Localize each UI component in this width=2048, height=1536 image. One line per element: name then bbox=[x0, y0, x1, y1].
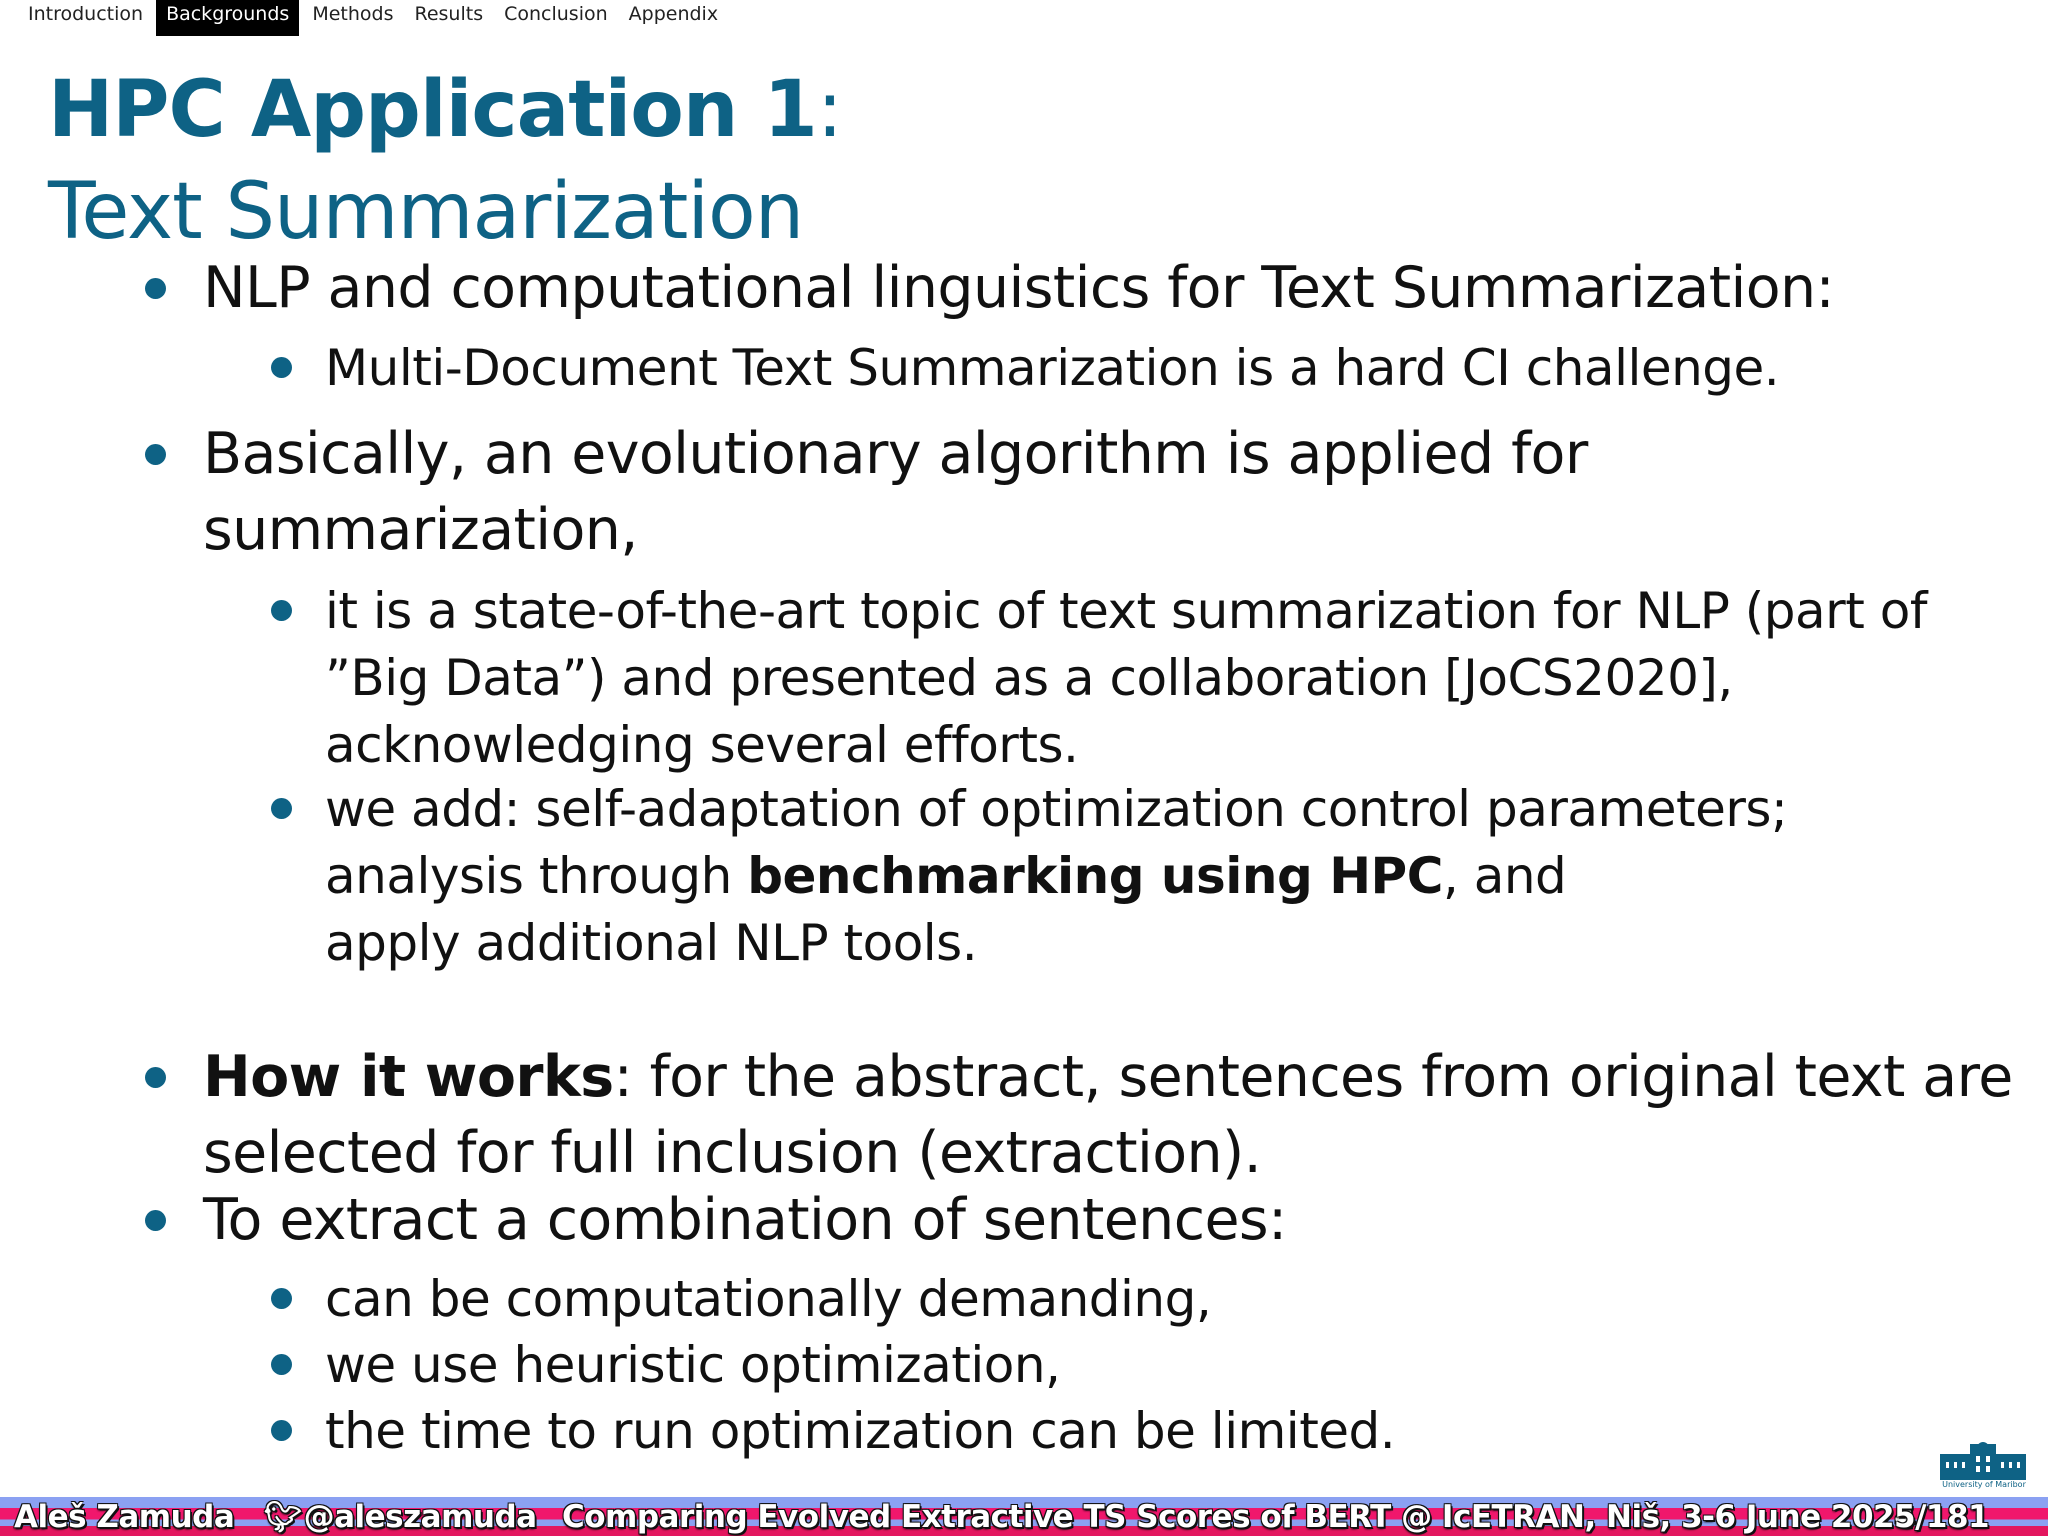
bullet-text: To extract a combination of sentences: bbox=[203, 1187, 1287, 1253]
bullet-dot-icon bbox=[145, 1210, 166, 1231]
university-caption: University of Maribor bbox=[1942, 1480, 2026, 1489]
twitter-bird-icon: 🐦︎ bbox=[264, 1500, 302, 1535]
footer-author: Aleš Zamuda bbox=[14, 1499, 235, 1535]
bullet-dot-icon bbox=[271, 798, 292, 819]
subbullet-text-line-2 bbox=[325, 843, 1787, 910]
subbullet-text-line-3: apply additional NLP tools. bbox=[325, 914, 978, 972]
subbullet-we-add bbox=[325, 776, 1787, 977]
subbullet-text-line-3: acknowledging several efforts. bbox=[325, 716, 1079, 774]
bullet-text-line-1: Basically, an evolutionary algorithm is applied for bbox=[203, 421, 1588, 487]
subbullet-text-line-1: it is a state-of-the-art topic of text summarization for NLP (part of bbox=[325, 582, 1927, 640]
emphasis-how-it-works: How it works bbox=[203, 1044, 614, 1110]
subbullet-text-line-2: ”Big Data”) and presented as a collaboration [JoCS2020], bbox=[325, 649, 1733, 707]
bullet-text: NLP and computational linguistics for Text Summarization: bbox=[203, 255, 1835, 321]
bullet-evolutionary bbox=[203, 416, 1588, 568]
slide-title-colon: : bbox=[816, 65, 843, 155]
text-segment: : for the abstract, sentences from original text are bbox=[613, 1044, 2013, 1110]
subbullet-time-limited bbox=[325, 1398, 1395, 1465]
subbullet-demanding bbox=[325, 1266, 1211, 1333]
slide-title bbox=[48, 62, 842, 158]
section-navigation bbox=[0, 0, 731, 36]
text-segment: analysis through bbox=[325, 847, 748, 905]
bullet-text-line-2: selected for full inclusion (extraction). bbox=[203, 1120, 1262, 1186]
nav-item-introduction[interactable]: Introduction bbox=[28, 3, 144, 25]
subbullet-text: Multi-Document Text Summarization is a hard CI challenge. bbox=[325, 339, 1780, 397]
bullet-nlp bbox=[203, 250, 1834, 326]
emphasis-benchmarking: benchmarking using HPC bbox=[747, 847, 1443, 905]
subbullet-text: we use heuristic optimization, bbox=[325, 1336, 1061, 1394]
nav-item-results[interactable]: Results bbox=[414, 3, 484, 25]
footer-page-number: 5/181 bbox=[1894, 1499, 1990, 1535]
nav-item-conclusion[interactable]: Conclusion bbox=[504, 3, 608, 25]
subbullet-text: the time to run optimization can be limited. bbox=[325, 1402, 1396, 1460]
bullet-dot-icon bbox=[271, 1420, 292, 1441]
bullet-dot-icon bbox=[145, 1067, 166, 1088]
bullet-dot-icon bbox=[145, 278, 166, 299]
bullet-dot-icon bbox=[271, 357, 292, 378]
footer-twitter[interactable] bbox=[264, 1497, 537, 1536]
bullet-dot-icon bbox=[145, 444, 166, 465]
bullet-how-it-works bbox=[203, 1039, 2013, 1191]
bullet-text-line-2: summarization, bbox=[203, 497, 638, 563]
bullet-dot-icon bbox=[271, 1288, 292, 1309]
nav-item-backgrounds[interactable]: Backgrounds bbox=[156, 0, 299, 36]
footer-twitter-handle: @aleszamuda bbox=[303, 1499, 537, 1535]
subbullet-state-of-the-art bbox=[325, 578, 1927, 779]
subbullet-heuristic bbox=[325, 1332, 1060, 1399]
subbullet-text: can be computationally demanding, bbox=[325, 1270, 1212, 1328]
bullet-dot-icon bbox=[271, 600, 292, 621]
subbullet-text-line-1: we add: self-adaptation of optimization control parameters; bbox=[325, 780, 1788, 838]
subbullet-multidoc bbox=[325, 335, 1779, 402]
nav-item-appendix[interactable]: Appendix bbox=[628, 3, 719, 25]
bullet-text-line-1 bbox=[203, 1039, 2013, 1115]
bullet-dot-icon bbox=[271, 1354, 292, 1375]
footer-bar bbox=[0, 1497, 2048, 1536]
nav-item-methods[interactable]: Methods bbox=[312, 3, 394, 25]
slide-subtitle: Text Summarization bbox=[48, 167, 804, 257]
bullet-extract bbox=[203, 1182, 1287, 1258]
footer-talk-title: Comparing Evolved Extractive TS Scores of BERT @ IcETRAN, Niš, 3-6 June 2024 bbox=[562, 1499, 1916, 1535]
slide-title-main: HPC Application 1 bbox=[48, 65, 817, 155]
text-segment: , and bbox=[1442, 847, 1567, 905]
